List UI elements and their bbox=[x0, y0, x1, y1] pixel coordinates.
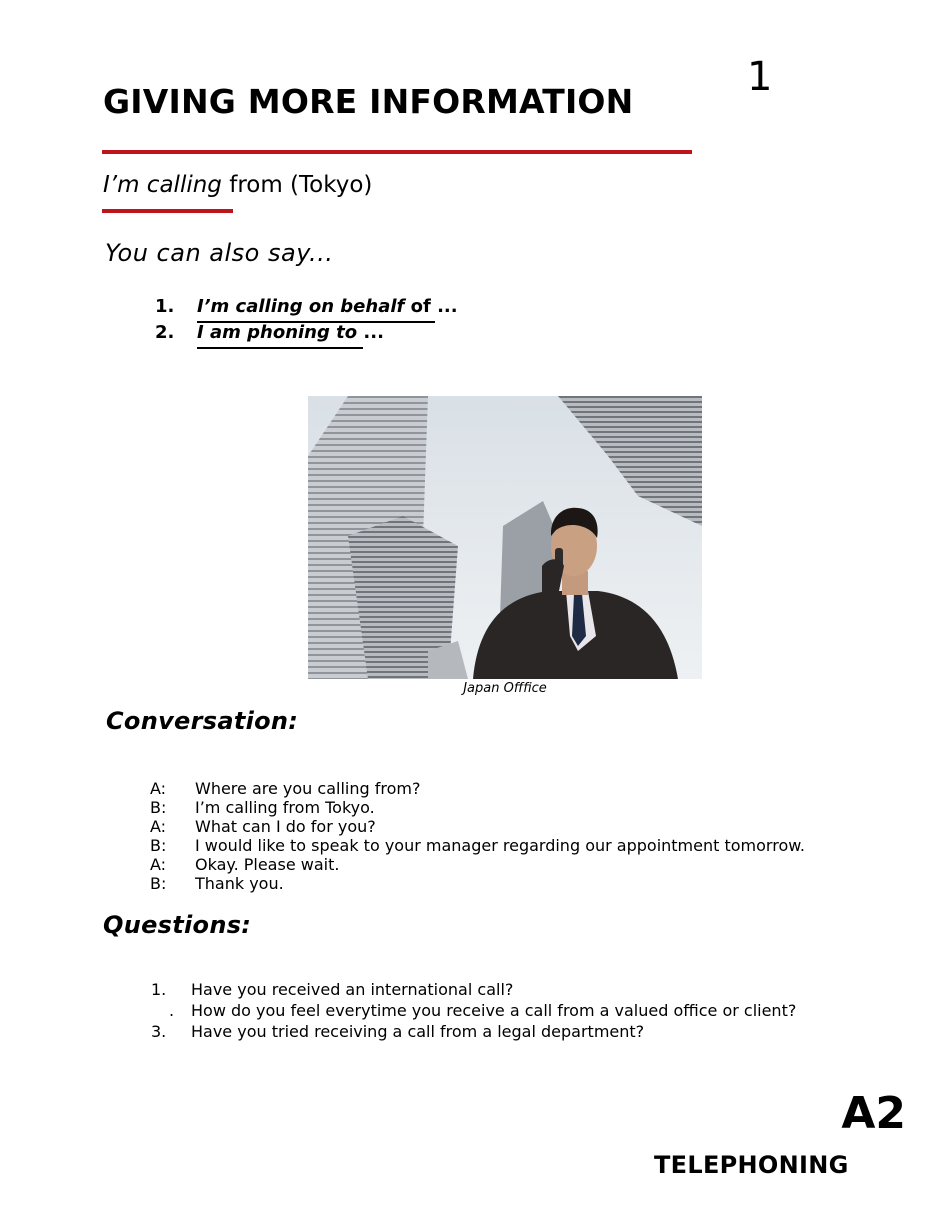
speaker-label: A: bbox=[150, 817, 167, 836]
question-text: How do you feel everytime you receive a call from a valued office or client? bbox=[191, 1001, 797, 1020]
list-item-text bbox=[197, 296, 458, 317]
key-phrase bbox=[103, 170, 372, 200]
category-label: TELEPHONING bbox=[654, 1151, 849, 1179]
list-item-number: 1. bbox=[155, 296, 175, 317]
question-number: . bbox=[169, 1001, 175, 1020]
speaker-label: B: bbox=[150, 798, 167, 817]
title-divider bbox=[102, 150, 692, 154]
page-title: GIVING MORE INFORMATION bbox=[103, 82, 634, 121]
speaker-label: B: bbox=[150, 836, 167, 855]
photo-caption: Japan Offfice bbox=[463, 681, 547, 696]
key-phrase-rest: from (Tokyo) bbox=[221, 172, 373, 198]
list-item-italic: I’m calling on behalf bbox=[197, 296, 405, 317]
list-item-italic: I am phoning to bbox=[197, 322, 358, 343]
dialog-text: I’m calling from Tokyo. bbox=[195, 798, 375, 817]
also-say-heading: You can also say... bbox=[105, 239, 334, 267]
question-text: Have you tried receiving a call from a legal department? bbox=[191, 1022, 645, 1041]
phrase-underline bbox=[102, 209, 233, 213]
businessman-on-phone-photo bbox=[308, 396, 702, 679]
answer-blank-line bbox=[197, 347, 363, 349]
speaker-label: A: bbox=[150, 779, 167, 798]
level-badge: A2 bbox=[841, 1088, 906, 1139]
speaker-label: B: bbox=[150, 874, 167, 893]
questions-heading: Questions: bbox=[103, 911, 252, 939]
dialog-text: What can I do for you? bbox=[195, 817, 376, 836]
question-number: 1. bbox=[151, 980, 167, 999]
key-phrase-italic: I’m calling bbox=[103, 172, 222, 198]
dialog-text: Thank you. bbox=[195, 874, 284, 893]
conversation-heading: Conversation: bbox=[106, 707, 299, 735]
list-item-rest: of ... bbox=[404, 296, 458, 317]
dialog-text: Okay. Please wait. bbox=[195, 855, 340, 874]
question-number: 3. bbox=[151, 1022, 167, 1041]
list-item-rest: ... bbox=[357, 322, 384, 343]
list-item-number: 2. bbox=[155, 322, 175, 343]
speaker-label: A: bbox=[150, 855, 167, 874]
dialog-text: I would like to speak to your manager regarding our appointment tomorrow. bbox=[195, 836, 805, 855]
question-text: Have you received an international call? bbox=[191, 980, 514, 999]
page-number: 1 bbox=[747, 54, 773, 100]
dialog-text: Where are you calling from? bbox=[195, 779, 421, 798]
list-item-text bbox=[197, 322, 384, 343]
